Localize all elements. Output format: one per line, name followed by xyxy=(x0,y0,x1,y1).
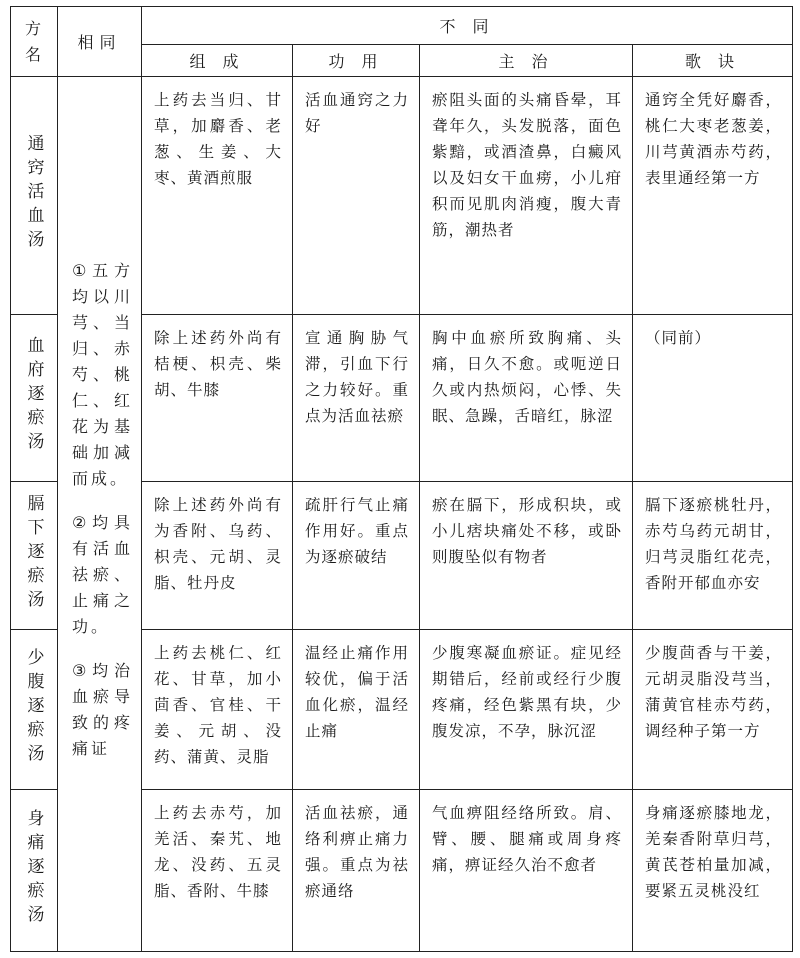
formula-name xyxy=(11,77,58,315)
header-function: 功 用 xyxy=(293,45,420,77)
common-features xyxy=(58,77,142,952)
formula-name-text: 通窍活血汤 xyxy=(23,133,44,254)
verse-text: 膈下逐瘀桃牡丹，赤芍乌药元胡甘，归芎灵脂红花壳，香附开郁血亦安 xyxy=(645,496,783,592)
composition-cell xyxy=(142,482,293,630)
header-indication: 主 治 xyxy=(420,45,633,77)
formula-name-text: 血府逐瘀汤 xyxy=(23,336,44,456)
common-point-3: ③均治血瘀导致的疼痛证 xyxy=(72,661,133,758)
verse-cell xyxy=(633,77,793,315)
header-same: 相同 xyxy=(58,7,142,77)
composition-text: 上药去赤芍，加羌活、秦艽、地龙、没药、五灵脂、香附、牛膝 xyxy=(154,804,282,900)
indication-text: 瘀在膈下，形成积块，或小儿痞块痛处不移，或卧则腹坠似有物者 xyxy=(432,496,622,566)
verse-text: 少腹茴香与干姜，元胡灵脂没芎当，蒲黄官桂赤芍药，调经种子第一方 xyxy=(645,644,783,740)
verse-text: （同前） xyxy=(645,329,712,347)
verse-text: 通窍全凭好麝香，桃仁大枣老葱姜，川芎黄酒赤芍药，表里通经第一方 xyxy=(645,91,783,187)
indication-text: 瘀阻头面的头痛昏晕，耳聋年久，头发脱落，面色紫黯，或酒渣鼻，白癜风以及妇女干血痨，小儿疳积而见肌肉消瘦，腹大青筋，潮热者 xyxy=(432,91,622,239)
header-different: 不 同 xyxy=(142,7,793,45)
indication-text: 少腹寒凝血瘀证。症见经期错后，经前或经行少腹疼痛，经色紫黑有块，少腹发凉，不孕，脉沉涩 xyxy=(432,644,622,740)
verse-cell xyxy=(633,315,793,482)
formula-name xyxy=(11,790,58,952)
function-text: 宣通胸胁气滞，引血下行之力较好。重点为活血祛瘀 xyxy=(305,329,409,425)
indication-cell xyxy=(420,630,633,790)
common-point-1: ①五方均以川芎、当归、赤芍、桃仁、红花为基础加减而成。 xyxy=(72,261,133,488)
verse-cell xyxy=(633,790,793,952)
common-point-2: ②均具有活血祛瘀、止痛之功。 xyxy=(72,513,133,636)
function-cell xyxy=(293,630,420,790)
formula-name xyxy=(11,315,58,482)
composition-cell xyxy=(142,790,293,952)
function-text: 疏肝行气止痛作用好。重点为逐瘀破结 xyxy=(305,496,409,566)
indication-cell xyxy=(420,315,633,482)
composition-text: 上药去当归、甘草，加麝香、老葱、生姜、大枣、黄酒煎服 xyxy=(154,91,282,187)
composition-text: 除上述药外尚有桔梗、枳壳、柴胡、牛膝 xyxy=(154,329,282,399)
verse-text: 身痛逐瘀膝地龙，羌秦香附草归芎，黄芪苍柏量加减，要紧五灵桃没红 xyxy=(645,804,783,900)
composition-text: 上药去桃仁、红花、甘草，加小茴香、官桂、干姜、元胡、没药、蒲黄、灵脂 xyxy=(154,644,282,766)
function-cell xyxy=(293,77,420,315)
formula-name-text: 少腹逐瘀汤 xyxy=(23,647,44,768)
indication-cell xyxy=(420,790,633,952)
indication-text: 胸中血瘀所致胸痛、头痛，日久不愈。或呃逆日久或内热烦闷，心悸、失眠、急躁，舌暗红，脉涩 xyxy=(432,329,622,425)
function-cell xyxy=(293,790,420,952)
formula-name xyxy=(11,630,58,790)
function-text: 活血通窍之力好 xyxy=(305,91,409,135)
verse-cell xyxy=(633,482,793,630)
header-verse: 歌 诀 xyxy=(633,45,793,77)
function-cell xyxy=(293,315,420,482)
formula-name xyxy=(11,482,58,630)
function-cell xyxy=(293,482,420,630)
function-text: 温经止痛作用较优，偏于活血化瘀，温经止痛 xyxy=(305,644,409,740)
composition-cell xyxy=(142,630,293,790)
header-formula-name: 方名 xyxy=(11,7,58,77)
header-composition: 组 成 xyxy=(142,45,293,77)
formula-name-text: 膈下逐瘀汤 xyxy=(23,493,44,614)
formula-name-text: 身痛逐瘀汤 xyxy=(23,808,44,929)
indication-cell xyxy=(420,482,633,630)
indication-text: 气血痹阻经络所致。肩、臂、腰、腿痛或周身疼痛，痹证经久治不愈者 xyxy=(432,804,622,874)
composition-cell xyxy=(142,315,293,482)
verse-cell xyxy=(633,630,793,790)
indication-cell xyxy=(420,77,633,315)
composition-text: 除上述药外尚有为香附、乌药、枳壳、元胡、灵脂、牡丹皮 xyxy=(154,496,282,592)
function-text: 活血祛瘀，通络利痹止痛力强。重点为祛瘀通络 xyxy=(305,804,409,900)
comparison-table xyxy=(10,6,793,952)
composition-cell xyxy=(142,77,293,315)
